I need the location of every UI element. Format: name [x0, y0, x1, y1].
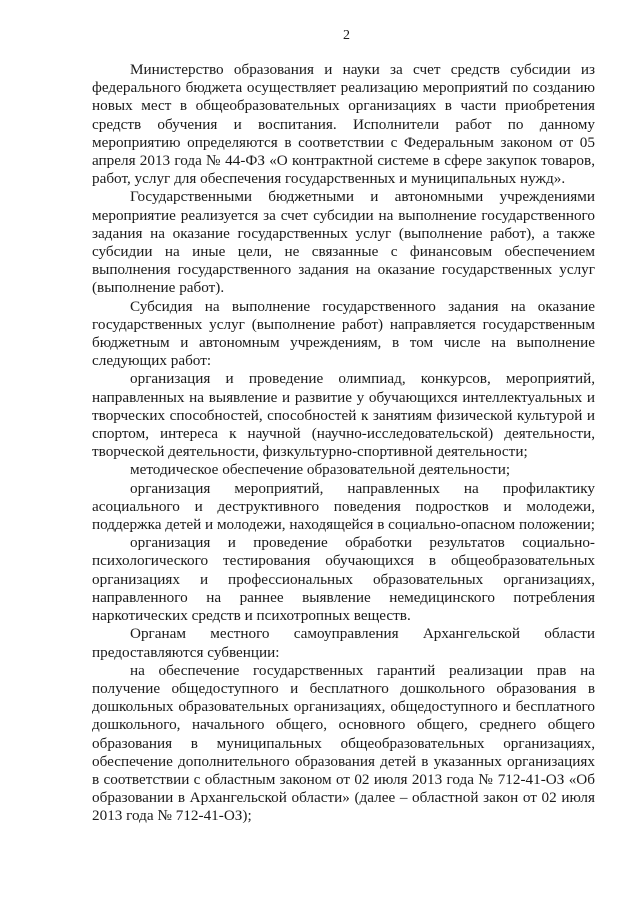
page-number: 2 — [343, 28, 350, 43]
paragraph-state-institutions: Государственными бюджетными и автономными учреждениями мероприятие реализуется за счет субсидии на выполнение государственного задания на оказание государственных услуг (выполнение работ), а также субсидии на иные цели, не связанные с финансовым обеспечением выполнения государственного задания на оказание государственных услуг (выполнение работ). — [92, 188, 595, 297]
list-item-methodical-support: методическое обеспечение образовательной деятельности; — [130, 461, 511, 479]
list-item-testing: организация и проведение обработки результатов социально-психологического тестирования обучающихся в общеобразовательных организациях и профессиональных образовательных организациях, направленного на раннее выявление немедицинского потребления наркотических средств и психотропных веществ. — [92, 534, 595, 625]
paragraph-ministry-subsidy: Министерство образования и науки за счет средств субсидии из федерального бюджета осуществляет реализацию мероприятий по созданию новых мест в общеобразовательных организациях в части приобретения средств обучения и воспитания. Исполнители работ по данному мероприятию определяются в соответствии с Федеральным законом от 05 апреля 2013 года № 44-ФЗ «О контрактной системе в сфере закупок товаров, работ, услуг для обеспечения государственных и муниципальных нужд». — [92, 61, 595, 188]
list-item-prevention: организация мероприятий, направленных на профилактику асоциального и деструктивного поведения подростков и молодежи, поддержка детей и молодежи, находящейся в социально-опасном положении; — [92, 479, 595, 534]
list-item-state-guarantees: на обеспечение государственных гарантий реализации прав на получение общедоступного и бесплатного дошкольного образования в дошкольных образовательных организациях, общедоступного и бесплатного дошкольного, начального общего, основного общего, среднего общего образования в муниципальных общеобразовательных организациях, обеспечение дополнительного образования детей в указанных организациях в соответствии с областным законом от 02 июля 2013 года № 712-41-ОЗ «Об образовании в Архангельской области» (далее – областной закон от 02 июля 2013 года № 712-41-ОЗ); — [92, 661, 595, 825]
paragraph-state-task-subsidy: Субсидия на выполнение государственного задания на оказание государственных услуг (выполнение работ) направляется государственным бюджетным и автономным учреждениям, в том числе на выполнение следующих работ: — [92, 297, 595, 370]
list-item-olympiads: организация и проведение олимпиад, конкурсов, мероприятий, направленных на выявление и развитие у обучающихся интеллектуальных и творческих способностей, способностей к занятиям физической культурой и спортом, интереса к научной (научно-исследовательской) деятельности, творческой деятельности, физкультурно-спортивной деятельности; — [92, 370, 595, 461]
paragraph-local-government: Органам местного самоуправления Архангельской области предоставляются субвенции: — [92, 625, 595, 661]
document-page — [92, 27, 595, 826]
